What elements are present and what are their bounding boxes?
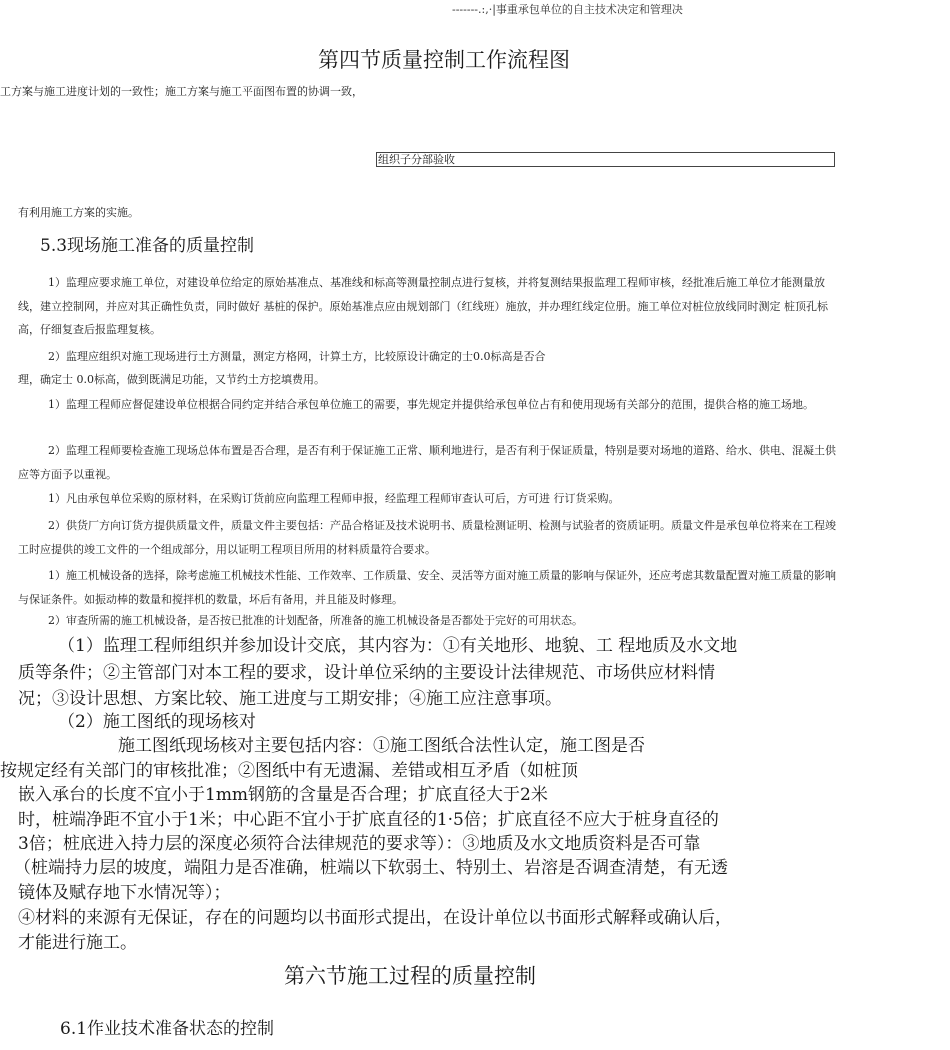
text-line: （桩端持力层的坡度，端阻力是否准确，桩端以下软弱土、特别土、岩溶是否调查清楚，有无透 (14, 858, 728, 878)
paragraph-survey-control: 1）监理应要求施工单位，对建设单位给定的原始基准点、基准线和标高等测量控制点进行复核，并将复测结果报监理工程师审核，经批准后施工单位才能测量放线，建立控制网，并应对其正确性负责，同时做好 基桩的保护。原始基准点应由规划部门（红线班）施放，并办理红线定位册。施工单位对桩位放线同时测定 桩顶孔标高，仔细复查后报监理复核。 (18, 276, 828, 336)
text-line: 镜体及赋存地下水情况等）； (18, 883, 231, 903)
text-line: 3倍；桩底进入持力层的深度必须符合法律规范的要求等）：③地质及水文地质资料是否可靠 (18, 834, 701, 854)
section4-title: 第四节质量控制工作流程图 (318, 48, 570, 72)
paragraph-site-provision: 1）监理工程师应督促建设单位根据合同约定并结合承包单位施工的需要，事先规定并提供给承包单位占有和使用现场有关部分的范围，提供合格的施工场地。 (48, 398, 814, 411)
header-fragment: -------.:,·|事重承包单位的自主技术决定和管理决 (452, 3, 683, 16)
text-line: ④材料的来源有无保证，存在的问题均以书面形式提出，在设计单位以书面形式解释或确认后， (18, 908, 732, 928)
text-line: 施工图纸现场核对主要包括内容：①施工图纸合法性认定，施工图是否 (118, 736, 645, 756)
text-line: 嵌入承台的长度不宜小于1mm钢筋的含量是否合理；扩底直径大于2米 (18, 785, 548, 805)
paragraph-material-purchase: 1）凡由承包单位采购的原材料，在采购订货前应向监理工程师申报，经监理工程师审查认可后，方可进 行订货采购。 (48, 492, 620, 505)
section6-title: 第六节施工过程的质量控制 (284, 964, 536, 988)
flow-box-label: 组织子分部验收 (376, 152, 835, 167)
fragment-plan: 工方案与施工进度计划的一致性；施工方案与施工平面图布置的协调一致， (0, 85, 363, 98)
text-line: 况；③设计思想、方案比较、施工进度与工期安排；④施工应注意事项。 (18, 689, 562, 709)
paragraph-earthwork-line2: 理，确定士 0.0标高，做到既满足功能，又节约土方挖填费用。 (18, 373, 325, 386)
paragraph-equipment-review: 2）审查所需的施工机械设备，是否按已批准的计划配备，所准备的施工机械设备是否都处于完好的可用状态。 (48, 614, 583, 627)
subsection-6-1: 6.1作业技术准备状态的控制 (60, 1019, 275, 1039)
paragraph-site-layout: 2）监理工程师要检查施工现场总体布置是否合理，是否有利于保证施工正常、顺利地进行，是否有利于保证质量，特别是要对场地的道路、给水、供电、混凝土供应等方面予以重视。 (18, 444, 836, 481)
text-line: （2）施工图纸的现场核对 (58, 712, 256, 732)
text-line: 才能进行施工。 (18, 933, 137, 953)
paragraph-earthwork-line1: 2）监理应组织对施工现场进行土方测量，测定方格网，计算土方，比较原设计确定的士0.0标高是否合 (48, 350, 546, 363)
text-line: 质等条件；②主管部门对本工程的要求，设计单位采纳的主要设计法律规范、市场供应材料情 (18, 663, 715, 683)
text-line: 按规定经有关部门的审核批准；②图纸中有无遗漏、差错或相互矛盾（如桩顶 (0, 761, 578, 781)
fragment-use: 有利用施工方案的实施。 (18, 206, 139, 219)
paragraph-equipment-selection: 1）施工机械设备的选择，除考虑施工机械技术性能、工作效率、工作质量、安全、灵活等方面对施工质量的影响与保证外，还应考虑其数量配置对施工质量的影响与保证条件。如振动棒的数量和搅拌机的数量，坏后有备用，并且能及时修理。 (18, 569, 836, 606)
text-line: 时，桩端净距不宜小于1米；中心距不宜小于扩底直径的1·5倍；扩底直径不应大于桩身直径的 (18, 810, 719, 830)
subsection-5-3: 5.3现场施工准备的质量控制 (40, 236, 255, 256)
text-line: （1）监理工程师组织并参加设计交底，其内容为：①有关地形、地貌、工 程地质及水文地 (58, 636, 738, 656)
paragraph-quality-documents: 2）供货厂方向订货方提供质量文件，质量文件主要包括：产品合格证及技术说明书、质量检测证明、检测与试验者的资质证明。质量文件是承包单位将来在工程竣工时应提供的竣工文件的一个组成部分，用以证明工程项目所用的材料质量符合要求。 (18, 519, 836, 556)
